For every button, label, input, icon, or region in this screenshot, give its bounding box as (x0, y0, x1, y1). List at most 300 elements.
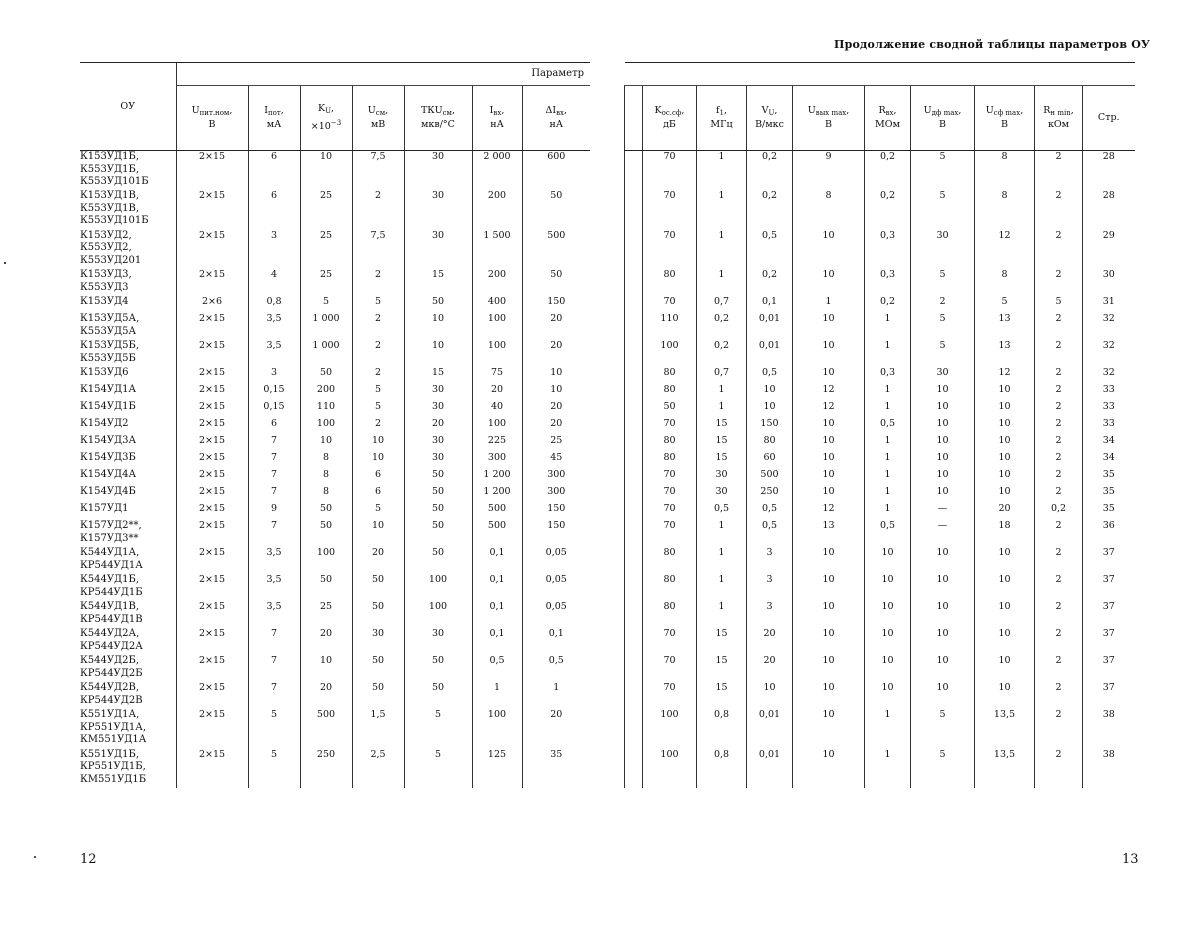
cell-v-u: 0,01 (747, 340, 793, 367)
cell-k-os: 70 (643, 503, 697, 520)
device-name-line: К551УД1А, (80, 709, 140, 720)
cell-f1: 0,7 (697, 296, 747, 313)
cell-d-i-vh: 25 (522, 435, 590, 452)
cell-u-sf: 10 (975, 601, 1035, 628)
device-name-line: К553УД201 (80, 254, 142, 266)
spacer-cell (625, 574, 643, 601)
cell-str: 32 (1083, 340, 1135, 367)
col-u-sm: $U_{см}$, мВ (352, 86, 404, 151)
cell-str: 35 (1083, 469, 1135, 486)
cell-i-pot: 7 (248, 655, 300, 682)
cell-str: 37 (1083, 547, 1135, 574)
device-name (80, 520, 176, 547)
cell-u-pit: 2×15 (176, 709, 248, 749)
device-name-line: К553УД1В, (80, 202, 140, 214)
device-name-line: К544УД1В, (80, 601, 140, 612)
cell-k-os: 80 (643, 547, 697, 574)
cell-i-pot: 6 (248, 190, 300, 230)
cell-r-n: 2 (1035, 367, 1083, 384)
cell-r-n: 2 (1035, 340, 1083, 367)
table-row (80, 574, 590, 601)
cell-tku: 10 (404, 340, 472, 367)
spacer-cell (625, 469, 643, 486)
table-row (625, 469, 1135, 486)
cell-r-vh: 1 (865, 749, 911, 789)
cell-u-sm: 6 (352, 469, 404, 486)
cell-tku: 50 (404, 469, 472, 486)
cell-u-sf: 12 (975, 367, 1035, 384)
cell-u-df: 10 (911, 486, 975, 503)
cell-i-pot: 5 (248, 709, 300, 749)
table-row (80, 230, 590, 270)
cell-k-os: 70 (643, 628, 697, 655)
cell-v-u: 0,5 (747, 230, 793, 270)
table-row (625, 486, 1135, 503)
cell-d-i-vh: 150 (522, 520, 590, 547)
spacer-cell (625, 401, 643, 418)
cell-k-u: 250 (300, 749, 352, 789)
device-name-line: К153УД6 (80, 367, 129, 378)
cell-f1: 1 (697, 547, 747, 574)
cell-f1: 15 (697, 628, 747, 655)
cell-u-sm: 1,5 (352, 709, 404, 749)
cell-f1: 15 (697, 435, 747, 452)
device-name (80, 418, 176, 435)
cell-tku: 50 (404, 503, 472, 520)
cell-k-os: 70 (643, 151, 697, 191)
table-row (625, 230, 1135, 270)
cell-tku: 50 (404, 486, 472, 503)
cell-k-os: 80 (643, 601, 697, 628)
cell-u-sm: 10 (352, 452, 404, 469)
cell-u-sf: 13,5 (975, 749, 1035, 789)
table-row (80, 384, 590, 401)
cell-u-vyh: 10 (793, 486, 865, 503)
cell-u-sf: 13,5 (975, 709, 1035, 749)
cell-f1: 0,7 (697, 367, 747, 384)
cell-i-pot: 7 (248, 435, 300, 452)
cell-k-os: 100 (643, 709, 697, 749)
cell-v-u: 20 (747, 628, 793, 655)
cell-k-u: 20 (300, 682, 352, 709)
cell-k-u: 8 (300, 469, 352, 486)
table-row (625, 296, 1135, 313)
cell-u-pit: 2×15 (176, 269, 248, 296)
spacer-cell (625, 547, 643, 574)
cell-k-u: 1 000 (300, 313, 352, 340)
cell-d-i-vh: 35 (522, 749, 590, 789)
col-tku: $ТКU_{см}$, мкв/°С (404, 86, 472, 151)
cell-u-vyh: 10 (793, 435, 865, 452)
cell-u-df: 5 (911, 269, 975, 296)
device-name (80, 313, 176, 340)
cell-u-vyh: 10 (793, 574, 865, 601)
table-row (80, 296, 590, 313)
cell-i-pot: 3,5 (248, 601, 300, 628)
cell-f1: 1 (697, 401, 747, 418)
cell-u-pit: 2×15 (176, 503, 248, 520)
cell-u-df: 5 (911, 749, 975, 789)
cell-u-pit: 2×15 (176, 452, 248, 469)
continuation-title: Продолжение сводной таблицы параметров ОУ (834, 38, 1151, 51)
cell-u-vyh: 10 (793, 601, 865, 628)
device-name-line: КР544УД2В (80, 694, 143, 706)
cell-r-n: 2 (1035, 749, 1083, 789)
cell-u-df: 30 (911, 367, 975, 384)
table-row (625, 574, 1135, 601)
cell-i-vh: 225 (472, 435, 522, 452)
cell-u-pit: 2×15 (176, 547, 248, 574)
cell-i-vh: 100 (472, 418, 522, 435)
cell-tku: 5 (404, 709, 472, 749)
col-d-i-vh: $\Delta I_{вх}$, нА (522, 86, 590, 151)
col-i-vh: $I_{вх}$, нА (472, 86, 522, 151)
cell-u-df: 10 (911, 574, 975, 601)
cell-tku: 50 (404, 547, 472, 574)
cell-v-u: 60 (747, 452, 793, 469)
cell-k-u: 25 (300, 230, 352, 270)
table-row (80, 709, 590, 749)
cell-d-i-vh: 150 (522, 503, 590, 520)
cell-u-sm: 5 (352, 503, 404, 520)
spacer-cell (625, 655, 643, 682)
cell-r-n: 2 (1035, 269, 1083, 296)
cell-str: 37 (1083, 682, 1135, 709)
cell-i-vh: 0,1 (472, 547, 522, 574)
cell-i-pot: 3,5 (248, 313, 300, 340)
spacer-cell (625, 340, 643, 367)
cell-u-sf: 10 (975, 574, 1035, 601)
cell-k-u: 50 (300, 503, 352, 520)
cell-k-u: 10 (300, 435, 352, 452)
cell-k-os: 70 (643, 486, 697, 503)
cell-v-u: 10 (747, 384, 793, 401)
cell-u-pit: 2×15 (176, 469, 248, 486)
cell-u-sm: 10 (352, 520, 404, 547)
cell-i-pot: 3,5 (248, 547, 300, 574)
device-name (80, 469, 176, 486)
device-name (80, 452, 176, 469)
table-row (625, 628, 1135, 655)
cell-v-u: 10 (747, 682, 793, 709)
table-row (80, 452, 590, 469)
device-name-line: КМ551УД1А (80, 734, 147, 745)
device-name-line: К153УД1В, (80, 190, 140, 201)
cell-k-u: 8 (300, 452, 352, 469)
cell-str: 31 (1083, 296, 1135, 313)
device-name (80, 296, 176, 313)
device-name-line: К154УД1Б (80, 401, 136, 412)
cell-k-u: 5 (300, 296, 352, 313)
cell-str: 37 (1083, 655, 1135, 682)
cell-u-df: 2 (911, 296, 975, 313)
cell-k-os: 70 (643, 418, 697, 435)
cell-u-sf: 10 (975, 655, 1035, 682)
cell-u-sm: 50 (352, 601, 404, 628)
cell-r-n: 2 (1035, 469, 1083, 486)
cell-d-i-vh: 50 (522, 190, 590, 230)
cell-str: 38 (1083, 709, 1135, 749)
cell-r-vh: 0,2 (865, 151, 911, 191)
spacer-cell (625, 520, 643, 547)
cell-k-os: 70 (643, 296, 697, 313)
cell-u-sm: 2,5 (352, 749, 404, 789)
cell-u-sf: 10 (975, 547, 1035, 574)
cell-i-vh: 500 (472, 520, 522, 547)
cell-r-n: 2 (1035, 190, 1083, 230)
device-name (80, 401, 176, 418)
cell-d-i-vh: 1 (522, 682, 590, 709)
cell-u-pit: 2×15 (176, 151, 248, 191)
col-k-os: $K_{ос.сф}$, дБ (643, 86, 697, 151)
cell-k-os: 110 (643, 313, 697, 340)
table-row (80, 435, 590, 452)
cell-r-n: 2 (1035, 452, 1083, 469)
cell-k-u: 25 (300, 190, 352, 230)
cell-i-vh: 0,1 (472, 601, 522, 628)
cell-r-n: 2 (1035, 628, 1083, 655)
cell-k-u: 8 (300, 486, 352, 503)
cell-u-sf: 8 (975, 190, 1035, 230)
cell-u-sm: 5 (352, 401, 404, 418)
cell-u-vyh: 8 (793, 190, 865, 230)
cell-u-sf: 8 (975, 269, 1035, 296)
device-name-line: К544УД1Б, (80, 574, 140, 585)
device-name-line: К553УД1Б, (80, 163, 140, 175)
cell-r-vh: 10 (865, 547, 911, 574)
cell-u-df: 5 (911, 190, 975, 230)
cell-tku: 30 (404, 230, 472, 270)
cell-u-df: — (911, 503, 975, 520)
table-row (80, 503, 590, 520)
cell-tku: 100 (404, 574, 472, 601)
col-u-vyh: $U_{вых max}$, В (793, 86, 865, 151)
cell-r-n: 2 (1035, 384, 1083, 401)
cell-u-pit: 2×15 (176, 655, 248, 682)
device-name-line: К553УД5Б (80, 352, 136, 364)
cell-u-sm: 2 (352, 418, 404, 435)
cell-u-df: 10 (911, 628, 975, 655)
device-name-line: К157УД3** (80, 532, 139, 544)
cell-v-u: 0,2 (747, 151, 793, 191)
cell-i-vh: 400 (472, 296, 522, 313)
table-row (625, 151, 1135, 191)
device-name-line: К553УД101Б (80, 176, 149, 187)
cell-str: 36 (1083, 520, 1135, 547)
cell-r-n: 2 (1035, 601, 1083, 628)
device-name-line: К153УД5Б, (80, 340, 140, 351)
cell-u-df: 10 (911, 452, 975, 469)
cell-tku: 50 (404, 655, 472, 682)
cell-u-sm: 5 (352, 384, 404, 401)
table-row (625, 520, 1135, 547)
cell-i-pot: 6 (248, 151, 300, 191)
cell-str: 33 (1083, 384, 1135, 401)
cell-i-pot: 7 (248, 682, 300, 709)
cell-f1: 1 (697, 151, 747, 191)
cell-u-sf: 10 (975, 469, 1035, 486)
cell-d-i-vh: 300 (522, 469, 590, 486)
cell-r-vh: 0,5 (865, 418, 911, 435)
cell-k-os: 80 (643, 435, 697, 452)
cell-u-sf: 10 (975, 628, 1035, 655)
cell-i-vh: 100 (472, 340, 522, 367)
cell-u-sf: 13 (975, 313, 1035, 340)
cell-r-n: 2 (1035, 313, 1083, 340)
spacer-cell (625, 296, 643, 313)
cell-k-u: 1 000 (300, 340, 352, 367)
cell-tku: 50 (404, 682, 472, 709)
cell-u-pit: 2×15 (176, 520, 248, 547)
cell-f1: 0,8 (697, 709, 747, 749)
table-row (625, 340, 1135, 367)
table-row (80, 601, 590, 628)
cell-tku: 5 (404, 749, 472, 789)
col-u-pit: $U_{пит.ном}$, В (176, 86, 248, 151)
device-name-line: К153УД4 (80, 296, 129, 307)
cell-u-sm: 2 (352, 340, 404, 367)
col-r-vh: $R_{вх}$, МОм (865, 86, 911, 151)
table-row (80, 547, 590, 574)
device-name-line: К154УД4Б (80, 486, 136, 497)
table-row (80, 151, 590, 191)
cell-k-u: 25 (300, 269, 352, 296)
cell-str: 28 (1083, 151, 1135, 191)
device-name-line: К553УД5А (80, 325, 137, 337)
table-row (625, 313, 1135, 340)
cell-i-pot: 0,15 (248, 384, 300, 401)
cell-r-vh: 1 (865, 452, 911, 469)
cell-i-vh: 125 (472, 749, 522, 789)
cell-u-pit: 2×15 (176, 190, 248, 230)
cell-r-vh: 1 (865, 401, 911, 418)
cell-u-vyh: 10 (793, 452, 865, 469)
cell-u-sf: 13 (975, 340, 1035, 367)
cell-i-vh: 500 (472, 503, 522, 520)
cell-r-vh: 10 (865, 682, 911, 709)
cell-u-df: — (911, 520, 975, 547)
device-name-line: КР544УД1А (80, 559, 143, 571)
cell-k-os: 100 (643, 749, 697, 789)
cell-d-i-vh: 500 (522, 230, 590, 270)
device-name (80, 682, 176, 709)
cell-u-pit: 2×15 (176, 313, 248, 340)
right-param-table (624, 62, 1135, 788)
cell-u-sf: 12 (975, 230, 1035, 270)
cell-r-vh: 0,3 (865, 269, 911, 296)
col-u-df: $U_{дф max}$, В (911, 86, 975, 151)
cell-u-sm: 7,5 (352, 230, 404, 270)
table-row (625, 709, 1135, 749)
cell-r-n: 0,2 (1035, 503, 1083, 520)
cell-i-vh: 20 (472, 384, 522, 401)
device-name (80, 435, 176, 452)
cell-u-pit: 2×15 (176, 340, 248, 367)
cell-tku: 30 (404, 628, 472, 655)
col-v-u: $V_U$, В/мкс (747, 86, 793, 151)
cell-k-os: 80 (643, 269, 697, 296)
cell-tku: 30 (404, 452, 472, 469)
cell-k-os: 80 (643, 452, 697, 469)
spacer-cell (625, 435, 643, 452)
cell-u-df: 10 (911, 418, 975, 435)
device-name (80, 574, 176, 601)
cell-v-u: 20 (747, 655, 793, 682)
cell-i-pot: 3 (248, 367, 300, 384)
cell-u-vyh: 10 (793, 269, 865, 296)
table-row (80, 469, 590, 486)
device-name (80, 628, 176, 655)
device-name-line: К544УД2Б, (80, 655, 140, 666)
cell-d-i-vh: 0,05 (522, 574, 590, 601)
device-name (80, 151, 176, 191)
cell-i-vh: 2 000 (472, 151, 522, 191)
cell-u-vyh: 9 (793, 151, 865, 191)
cell-i-pot: 7 (248, 452, 300, 469)
cell-f1: 1 (697, 384, 747, 401)
device-name (80, 269, 176, 296)
cell-i-vh: 1 (472, 682, 522, 709)
table-row (625, 682, 1135, 709)
cell-v-u: 0,2 (747, 190, 793, 230)
cell-k-os: 80 (643, 574, 697, 601)
cell-u-vyh: 10 (793, 709, 865, 749)
cell-str: 29 (1083, 230, 1135, 270)
cell-d-i-vh: 0,1 (522, 628, 590, 655)
cell-tku: 100 (404, 601, 472, 628)
cell-u-sm: 2 (352, 269, 404, 296)
cell-d-i-vh: 20 (522, 401, 590, 418)
cell-u-vyh: 10 (793, 749, 865, 789)
cell-d-i-vh: 50 (522, 269, 590, 296)
cell-u-vyh: 10 (793, 547, 865, 574)
spacer-cell (625, 628, 643, 655)
cell-u-sf: 8 (975, 151, 1035, 191)
cell-v-u: 0,01 (747, 709, 793, 749)
cell-i-vh: 100 (472, 709, 522, 749)
col-str: Стр. (1083, 86, 1135, 151)
cell-v-u: 0,1 (747, 296, 793, 313)
cell-tku: 15 (404, 269, 472, 296)
cell-i-vh: 200 (472, 190, 522, 230)
cell-tku: 15 (404, 367, 472, 384)
cell-r-n: 2 (1035, 435, 1083, 452)
cell-f1: 15 (697, 655, 747, 682)
margin-mark (4, 262, 6, 264)
cell-d-i-vh: 0,5 (522, 655, 590, 682)
device-name-line: К553УД2, (80, 242, 132, 253)
cell-d-i-vh: 300 (522, 486, 590, 503)
cell-str: 33 (1083, 418, 1135, 435)
cell-str: 34 (1083, 435, 1135, 452)
cell-i-pot: 0,8 (248, 296, 300, 313)
cell-tku: 50 (404, 296, 472, 313)
cell-u-pit: 2×15 (176, 486, 248, 503)
cell-i-pot: 9 (248, 503, 300, 520)
cell-v-u: 3 (747, 601, 793, 628)
table-row (625, 269, 1135, 296)
cell-u-pit: 2×15 (176, 401, 248, 418)
cell-str: 28 (1083, 190, 1135, 230)
cell-str: 37 (1083, 574, 1135, 601)
device-name-line: КР544УД2А (80, 640, 143, 652)
cell-str: 38 (1083, 749, 1135, 789)
cell-k-os: 70 (643, 469, 697, 486)
cell-u-pit: 2×15 (176, 435, 248, 452)
table-row (625, 749, 1135, 789)
cell-r-vh: 1 (865, 313, 911, 340)
cell-i-pot: 7 (248, 520, 300, 547)
